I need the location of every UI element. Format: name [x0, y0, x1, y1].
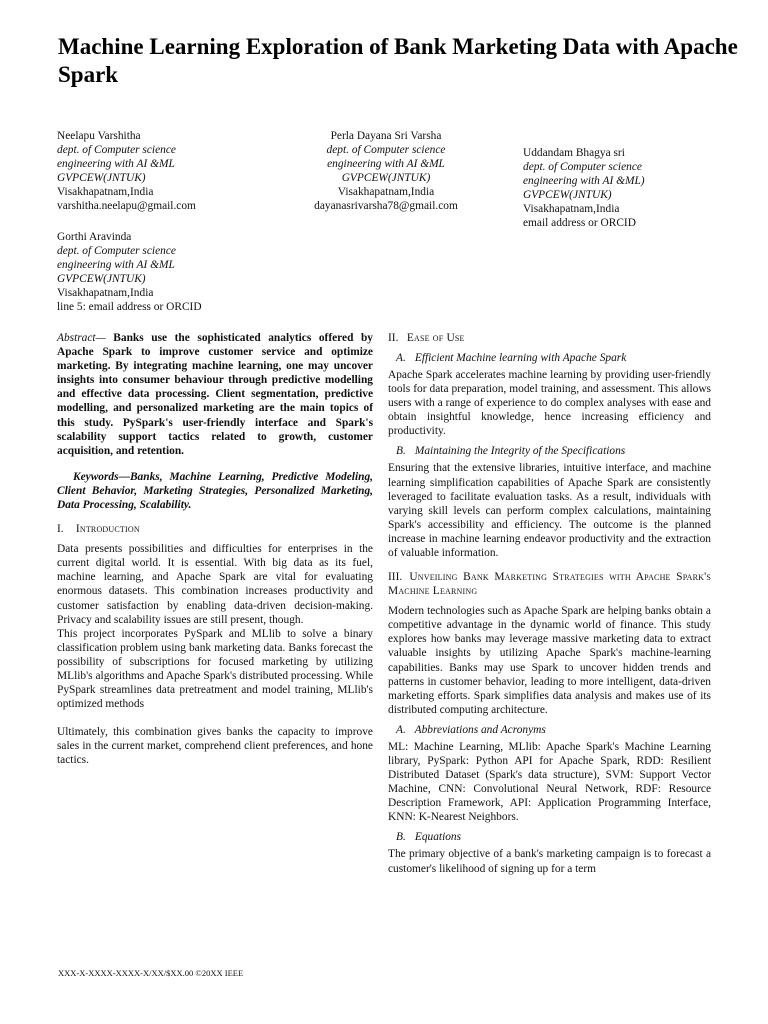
author-org: GVPCEW(JNTUK): [57, 273, 146, 285]
author-email: email address or ORCID: [523, 217, 636, 229]
author-dept: dept. of Computer science: [326, 144, 446, 156]
author-block: [57, 129, 287, 213]
section-number: III.: [388, 571, 403, 584]
abstract: [57, 331, 373, 458]
author-org: GVPCEW(JNTUK): [57, 172, 146, 184]
keywords: Keywords—Banks, Machine Learning, Predictive Modeling, Client Behavior, Marketing Strategies, Personalized Marketing, Data Processing, Scalability.: [57, 470, 373, 512]
subsection-title: Abbreviations and Acronyms: [414, 723, 546, 736]
section-heading-introduction: [57, 522, 373, 536]
author-org: GVPCEW(JNTUK): [341, 172, 431, 184]
paper-title: Machine Learning Exploration of Bank Marketing Data with Apache Spark: [58, 34, 738, 87]
author-dept: dept. of Computer science: [57, 144, 176, 156]
subsection-number: A.: [396, 723, 406, 736]
author-city: Visakhapatnam,India: [57, 186, 154, 198]
author-email: dayanasrivarsha78@gmail.com: [314, 200, 458, 212]
author-dept-cont: engineering with AI &ML: [57, 259, 175, 271]
subsection-title: Equations: [414, 831, 462, 844]
section-title: Unveiling Bank Marketing Strategies with Apache Spark's Machine Learning: [388, 571, 711, 598]
unveil-paragraph: Modern technologies such as Apache Spark are helping banks obtain a competitive advantage in the dynamic world of finance. This study explores how banks may leverage massive marketing data to extract valuable insights by utilizing Apache Spark's machine-learning capabilities. Banks may use Spark to uncover hidden trends and patterns in customer behavior, leading to more intelligent, data-driven marketing efforts. Spark simplifies data analysis and makes use of its distributed computing architecture.: [388, 605, 711, 716]
copyright-footer: XXX-X-XXXX-XXXX-X/XX/$XX.00 ©20XX IEEE: [58, 968, 244, 978]
author-city: Visakhapatnam,India: [57, 287, 154, 299]
author-dept-cont: engineering with AI &ML): [523, 175, 645, 187]
subsection-number: B.: [396, 831, 406, 844]
subsection-number: B.: [396, 445, 406, 458]
author-city: Visakhapatnam,India: [523, 203, 620, 215]
section-number: I.: [57, 523, 64, 536]
unveil-paragraph: The primary objective of a bank's marketing campaign is to forecast a customer's likelihood of signing up for a term: [388, 848, 711, 875]
intro-paragraph: Data presents possibilities and difficulties for enterprises in the current digital world. It is essential. With big data as its fuel, machine learning, and Apache Spark are vital for evaluating enormous datasets. This combination increases productivity and customer satisfaction by enabling data-driven decision-making. Privacy and scalability issues are still present, though.: [57, 543, 373, 626]
subsection-title: Maintaining the Integrity of the Specifications: [414, 445, 626, 458]
author-block: [57, 230, 287, 314]
subsection-heading: [388, 723, 711, 737]
author-name: Perla Dayana Sri Varsha: [330, 130, 442, 142]
section-heading-ease-of-use: [388, 331, 711, 345]
author-name: Neelapu Varshitha: [57, 130, 141, 142]
author-name: Uddandam Bhagya sri: [523, 147, 625, 159]
section-title: Ease of Use: [406, 332, 465, 344]
subsection-heading: [388, 830, 711, 844]
abstract-text: Banks use the sophisticated analytics offered by Apache Spark to improve customer service and optimize marketing. By integrating machine learning, one may uncover insights into consumer behaviour through predictive modelling and effective data processing. Client segmentation, predictive modelling, and personalized marketing are the main topics of this study. PySpark's user-friendly interface and Spark's scalability support tactics related to growth, customer acquisition, and retention.: [57, 332, 373, 457]
author-dept: dept. of Computer science: [57, 245, 176, 257]
abstract-lead: Abstract—: [57, 332, 106, 344]
section-heading-unveiling: [388, 570, 711, 598]
subsection-heading: [388, 444, 711, 458]
author-block: [523, 146, 723, 230]
author-email: line 5: email address or ORCID: [57, 301, 202, 313]
right-column: [388, 331, 711, 876]
section-title: Introduction: [75, 523, 140, 536]
subsection-heading: [388, 351, 711, 365]
ease-paragraph: Apache Spark accelerates machine learning by providing user-friendly tools for data preparation, model training, and assessment. This allows users with a range of experience to do complex analyses with ease and obtain insightful knowledge, hence increasing efficiency and productivity.: [388, 369, 711, 438]
subsection-title: Efficient Machine learning with Apache Spark: [414, 352, 627, 364]
author-org: GVPCEW(JNTUK): [523, 189, 612, 201]
author-dept-cont: engineering with AI &ML: [327, 158, 445, 170]
intro-paragraph: This project incorporates PySpark and MLlib to solve a binary classification problem using bank marketing data. Banks forecast the possibility of subscriptions for focused marketing by utilizing MLlib's algorithms and Apache Spark's distributed processing. While PySpark streamlines data pretreatment and model training, MLlib's optimized methods: [57, 627, 373, 711]
left-column: [57, 331, 373, 768]
author-dept: dept. of Computer science: [523, 161, 642, 173]
unveil-paragraph: ML: Machine Learning, MLlib: Apache Spark's Machine Learning library, PySpark: Python API for Apache Spark, RDD: Resilient Distributed Dataset (Spark's data structure), SVM: Support Vector Machine, CNN: Convolutional Neural Network, RDF: Resource Description Framework, API: Application Programming Interface, KNN: K-Nearest Neighbors.: [388, 740, 711, 824]
subsection-number: A.: [396, 352, 406, 364]
author-email: varshitha.neelapu@gmail.com: [57, 200, 196, 212]
author-dept-cont: engineering with AI &ML: [57, 158, 175, 170]
ease-paragraph: Ensuring that the extensive libraries, intuitive interface, and machine learning simplification capabilities of Apache Spark are consistently leveraged to facilitate evaluation tasks. As a result, individuals with varying skill levels can perform complex calculations, maintaining Spark's accessibility and efficiency. The outcome is the planned increase in machine learning endeavor productivity and the extraction of valuable information.: [388, 462, 711, 560]
author-block: [300, 129, 472, 213]
intro-paragraph: Ultimately, this combination gives banks the capacity to improve sales in the current market, comprehend client preferences, and hone tactics.: [57, 726, 373, 767]
author-city: Visakhapatnam,India: [337, 186, 435, 198]
author-name: Gorthi Aravinda: [57, 231, 132, 243]
section-number: II.: [388, 332, 399, 344]
